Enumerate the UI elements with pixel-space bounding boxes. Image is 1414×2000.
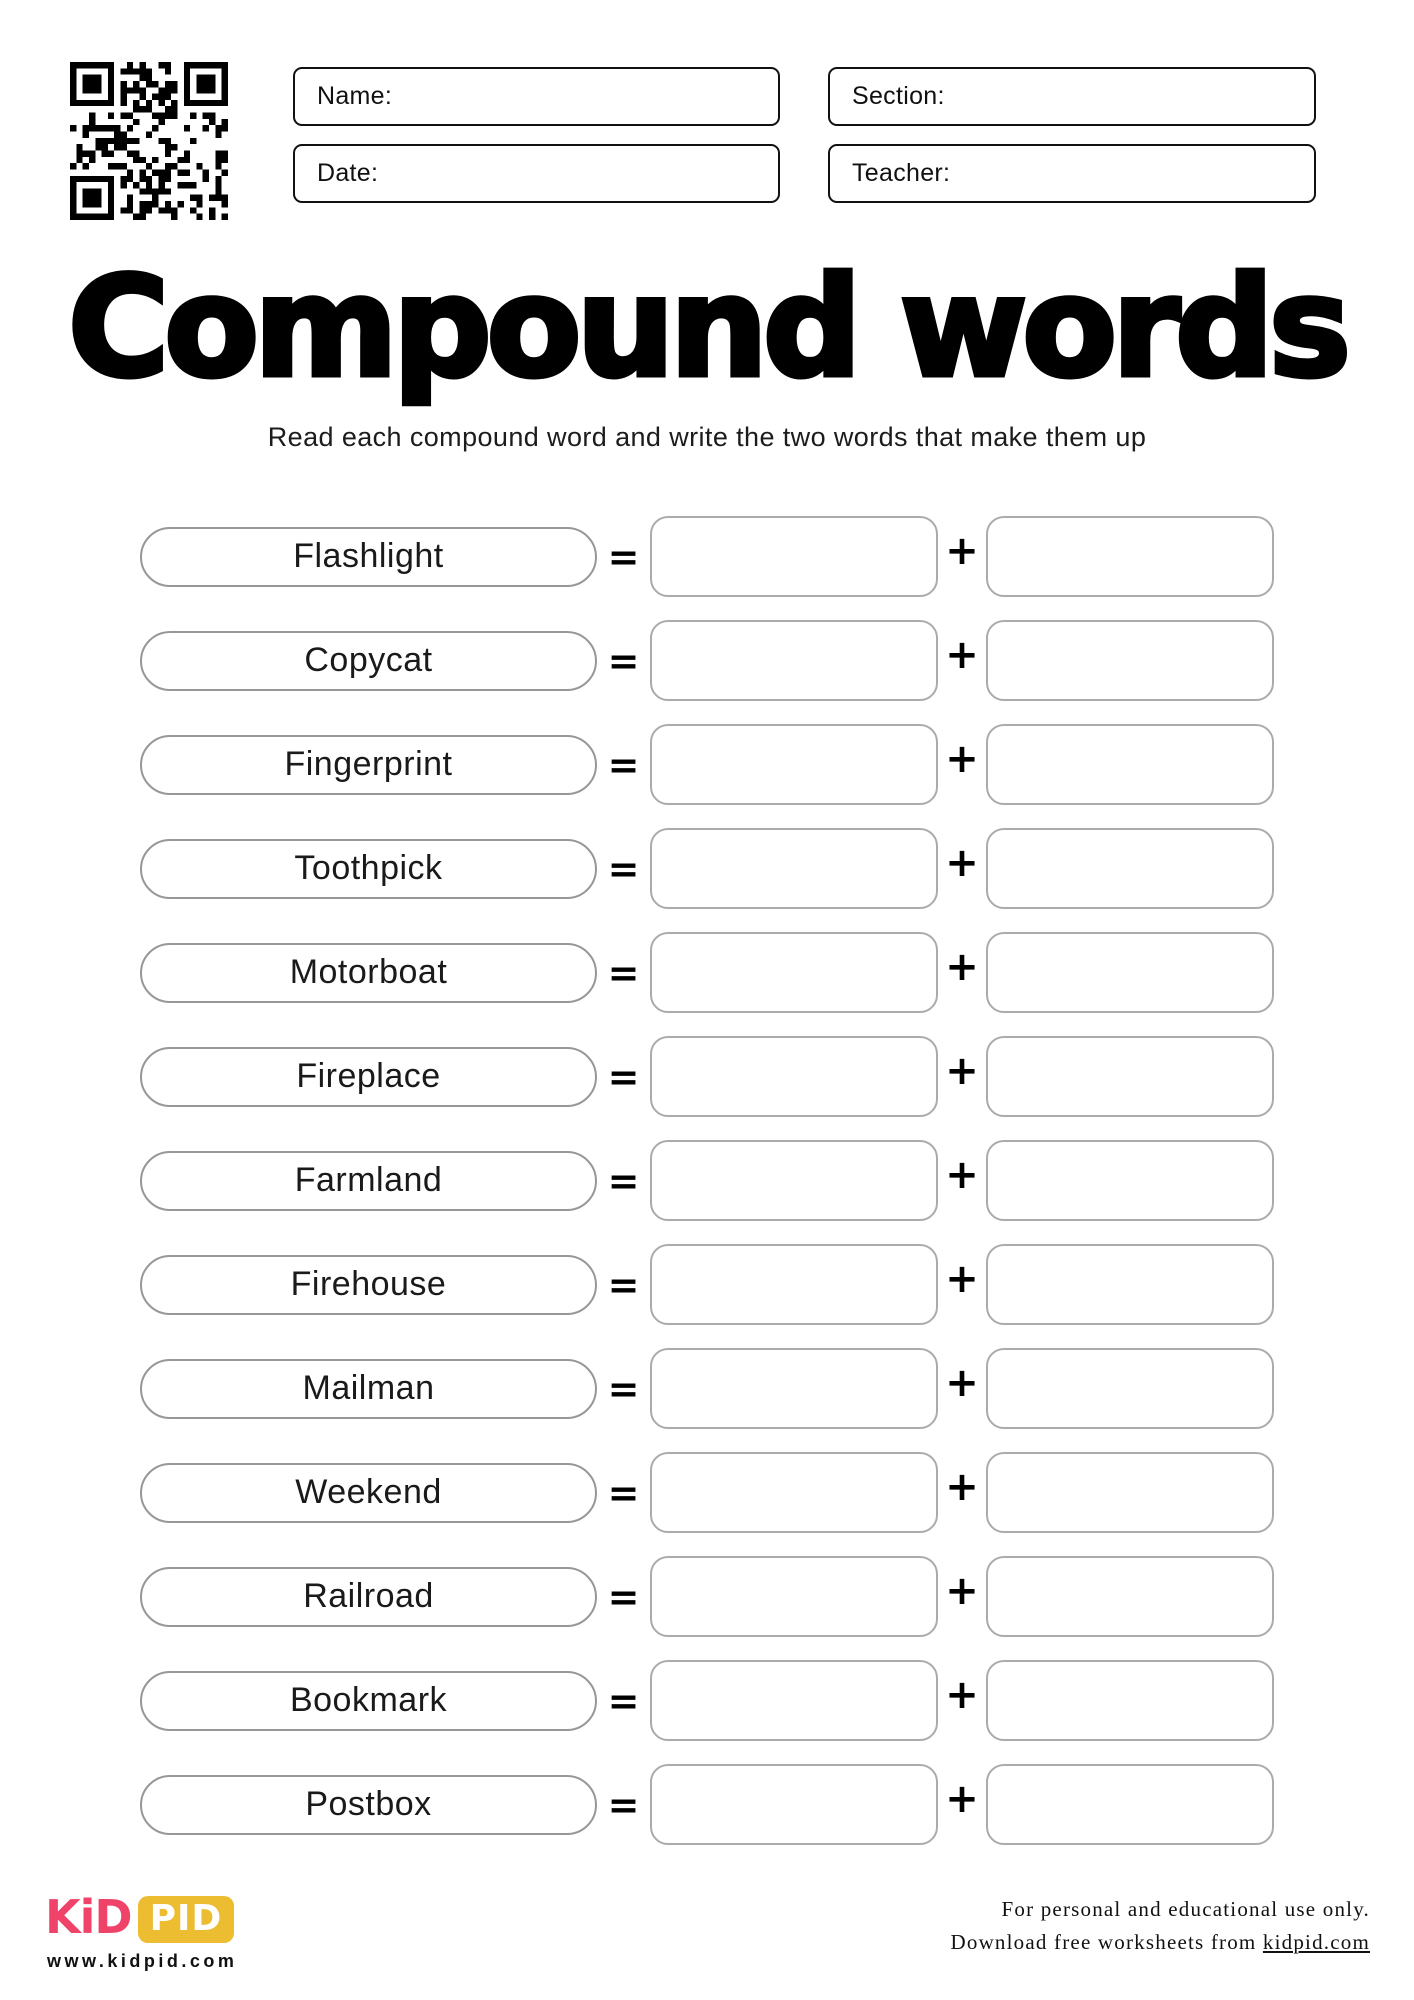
word-row [140, 1452, 1274, 1533]
answer-box-first-word[interactable] [650, 1452, 938, 1533]
usage-line-1: For personal and educational use only. [1001, 1897, 1370, 1921]
word-row [140, 828, 1274, 909]
answer-box-second-word[interactable] [986, 828, 1274, 909]
compound-word-box [140, 1775, 597, 1835]
answer-box-second-word[interactable] [986, 1764, 1274, 1845]
word-label: Weekend [295, 1473, 442, 1511]
plus-sign: + [945, 735, 979, 782]
equals-sign: = [607, 1262, 640, 1307]
plus-sign: + [945, 1047, 979, 1094]
compound-word-box [140, 1359, 597, 1419]
plus-sign: + [945, 631, 979, 678]
compound-word-box [140, 1671, 597, 1731]
answer-box-second-word[interactable] [986, 1556, 1274, 1637]
answer-box-second-word[interactable] [986, 1660, 1274, 1741]
kidpid-link[interactable]: kidpid.com [1262, 1930, 1370, 1954]
equals-sign: = [607, 534, 640, 579]
answer-box-second-word[interactable] [986, 1140, 1274, 1221]
equals-sign: = [607, 1782, 640, 1827]
compound-word-box [140, 1463, 597, 1523]
answer-box-second-word[interactable] [986, 932, 1274, 1013]
word-label: Farmland [294, 1161, 443, 1199]
rows [140, 516, 1274, 1868]
compound-word-box [140, 1255, 597, 1315]
word-label: Mailman [302, 1369, 435, 1407]
equals-sign: = [607, 742, 640, 787]
answer-box-second-word[interactable] [986, 516, 1274, 597]
equals-sign: = [607, 1678, 640, 1723]
compound-word-box [140, 735, 597, 795]
answer-box-first-word[interactable] [650, 1244, 938, 1325]
word-label: Motorboat [289, 953, 448, 991]
name-label: Name: [317, 82, 393, 110]
word-row [140, 1036, 1274, 1117]
word-row [140, 724, 1274, 805]
plus-sign: + [945, 943, 979, 990]
kidpid-logo [45, 1891, 234, 1943]
logo-kid-text: KiD [45, 1890, 132, 1944]
word-row [140, 932, 1274, 1013]
word-label: Copycat [304, 641, 433, 679]
answer-box-first-word[interactable] [650, 1764, 938, 1845]
plus-sign: + [945, 1151, 979, 1198]
plus-sign: + [945, 1671, 979, 1718]
page-title: Compound words [67, 247, 1347, 408]
plus-sign: + [945, 527, 979, 574]
word-row [140, 620, 1274, 701]
word-label: Toothpick [294, 849, 443, 887]
usage-line-2: Download free worksheets from kidpid.com [950, 1930, 1370, 1954]
name-field[interactable] [293, 67, 780, 126]
logo-pid-badge: PID [138, 1896, 235, 1943]
answer-box-second-word[interactable] [986, 1348, 1274, 1429]
word-label: Bookmark [289, 1681, 448, 1719]
word-label: Flashlight [293, 537, 444, 575]
section-label: Section: [852, 82, 945, 110]
word-row [140, 516, 1274, 597]
equals-sign: = [607, 638, 640, 683]
plus-sign: + [945, 1255, 979, 1302]
word-row [140, 1556, 1274, 1637]
plus-sign: + [945, 1463, 979, 1510]
equals-sign: = [607, 1054, 640, 1099]
word-row [140, 1348, 1274, 1429]
answer-box-first-word[interactable] [650, 724, 938, 805]
answer-box-first-word[interactable] [650, 828, 938, 909]
equals-sign: = [607, 950, 640, 995]
word-row [140, 1244, 1274, 1325]
date-label: Date: [317, 159, 379, 187]
compound-word-box [140, 527, 597, 587]
word-label: Railroad [303, 1577, 434, 1615]
answer-box-second-word[interactable] [986, 724, 1274, 805]
word-row [140, 1140, 1274, 1221]
answer-box-first-word[interactable] [650, 1140, 938, 1221]
qr-code [70, 62, 228, 220]
section-field[interactable] [828, 67, 1316, 126]
teacher-label: Teacher: [852, 159, 951, 187]
equals-sign: = [607, 1470, 640, 1515]
answer-box-first-word[interactable] [650, 932, 938, 1013]
compound-word-box [140, 1047, 597, 1107]
usage-note [770, 1893, 1370, 1959]
equals-sign: = [607, 1158, 640, 1203]
compound-word-box [140, 943, 597, 1003]
equals-sign: = [607, 846, 640, 891]
answer-box-first-word[interactable] [650, 1556, 938, 1637]
plus-sign: + [945, 1775, 979, 1822]
plus-sign: + [945, 1567, 979, 1614]
answer-box-first-word[interactable] [650, 1348, 938, 1429]
answer-box-second-word[interactable] [986, 1036, 1274, 1117]
word-label: Fingerprint [284, 745, 453, 783]
compound-word-box [140, 839, 597, 899]
equals-sign: = [607, 1366, 640, 1411]
word-row [140, 1660, 1274, 1741]
word-label: Fireplace [296, 1057, 441, 1095]
teacher-field[interactable] [828, 144, 1316, 203]
word-label: Postbox [305, 1785, 432, 1823]
answer-box-first-word[interactable] [650, 620, 938, 701]
answer-box-second-word[interactable] [986, 1452, 1274, 1533]
plus-sign: + [945, 1359, 979, 1406]
answer-box-second-word[interactable] [986, 620, 1274, 701]
website-url: www.kidpid.com [47, 1951, 238, 1971]
date-field[interactable] [293, 144, 780, 203]
equals-sign: = [607, 1574, 640, 1619]
instruction-text: Read each compound word and write the two words that make them up [267, 422, 1147, 452]
plus-sign: + [945, 839, 979, 886]
compound-word-box [140, 1151, 597, 1211]
answer-box-first-word[interactable] [650, 1036, 938, 1117]
answer-box-first-word[interactable] [650, 1660, 938, 1741]
compound-word-box [140, 1567, 597, 1627]
compound-word-box [140, 631, 597, 691]
answer-box-second-word[interactable] [986, 1244, 1274, 1325]
word-row [140, 1764, 1274, 1845]
word-label: Firehouse [290, 1265, 447, 1303]
answer-box-first-word[interactable] [650, 516, 938, 597]
